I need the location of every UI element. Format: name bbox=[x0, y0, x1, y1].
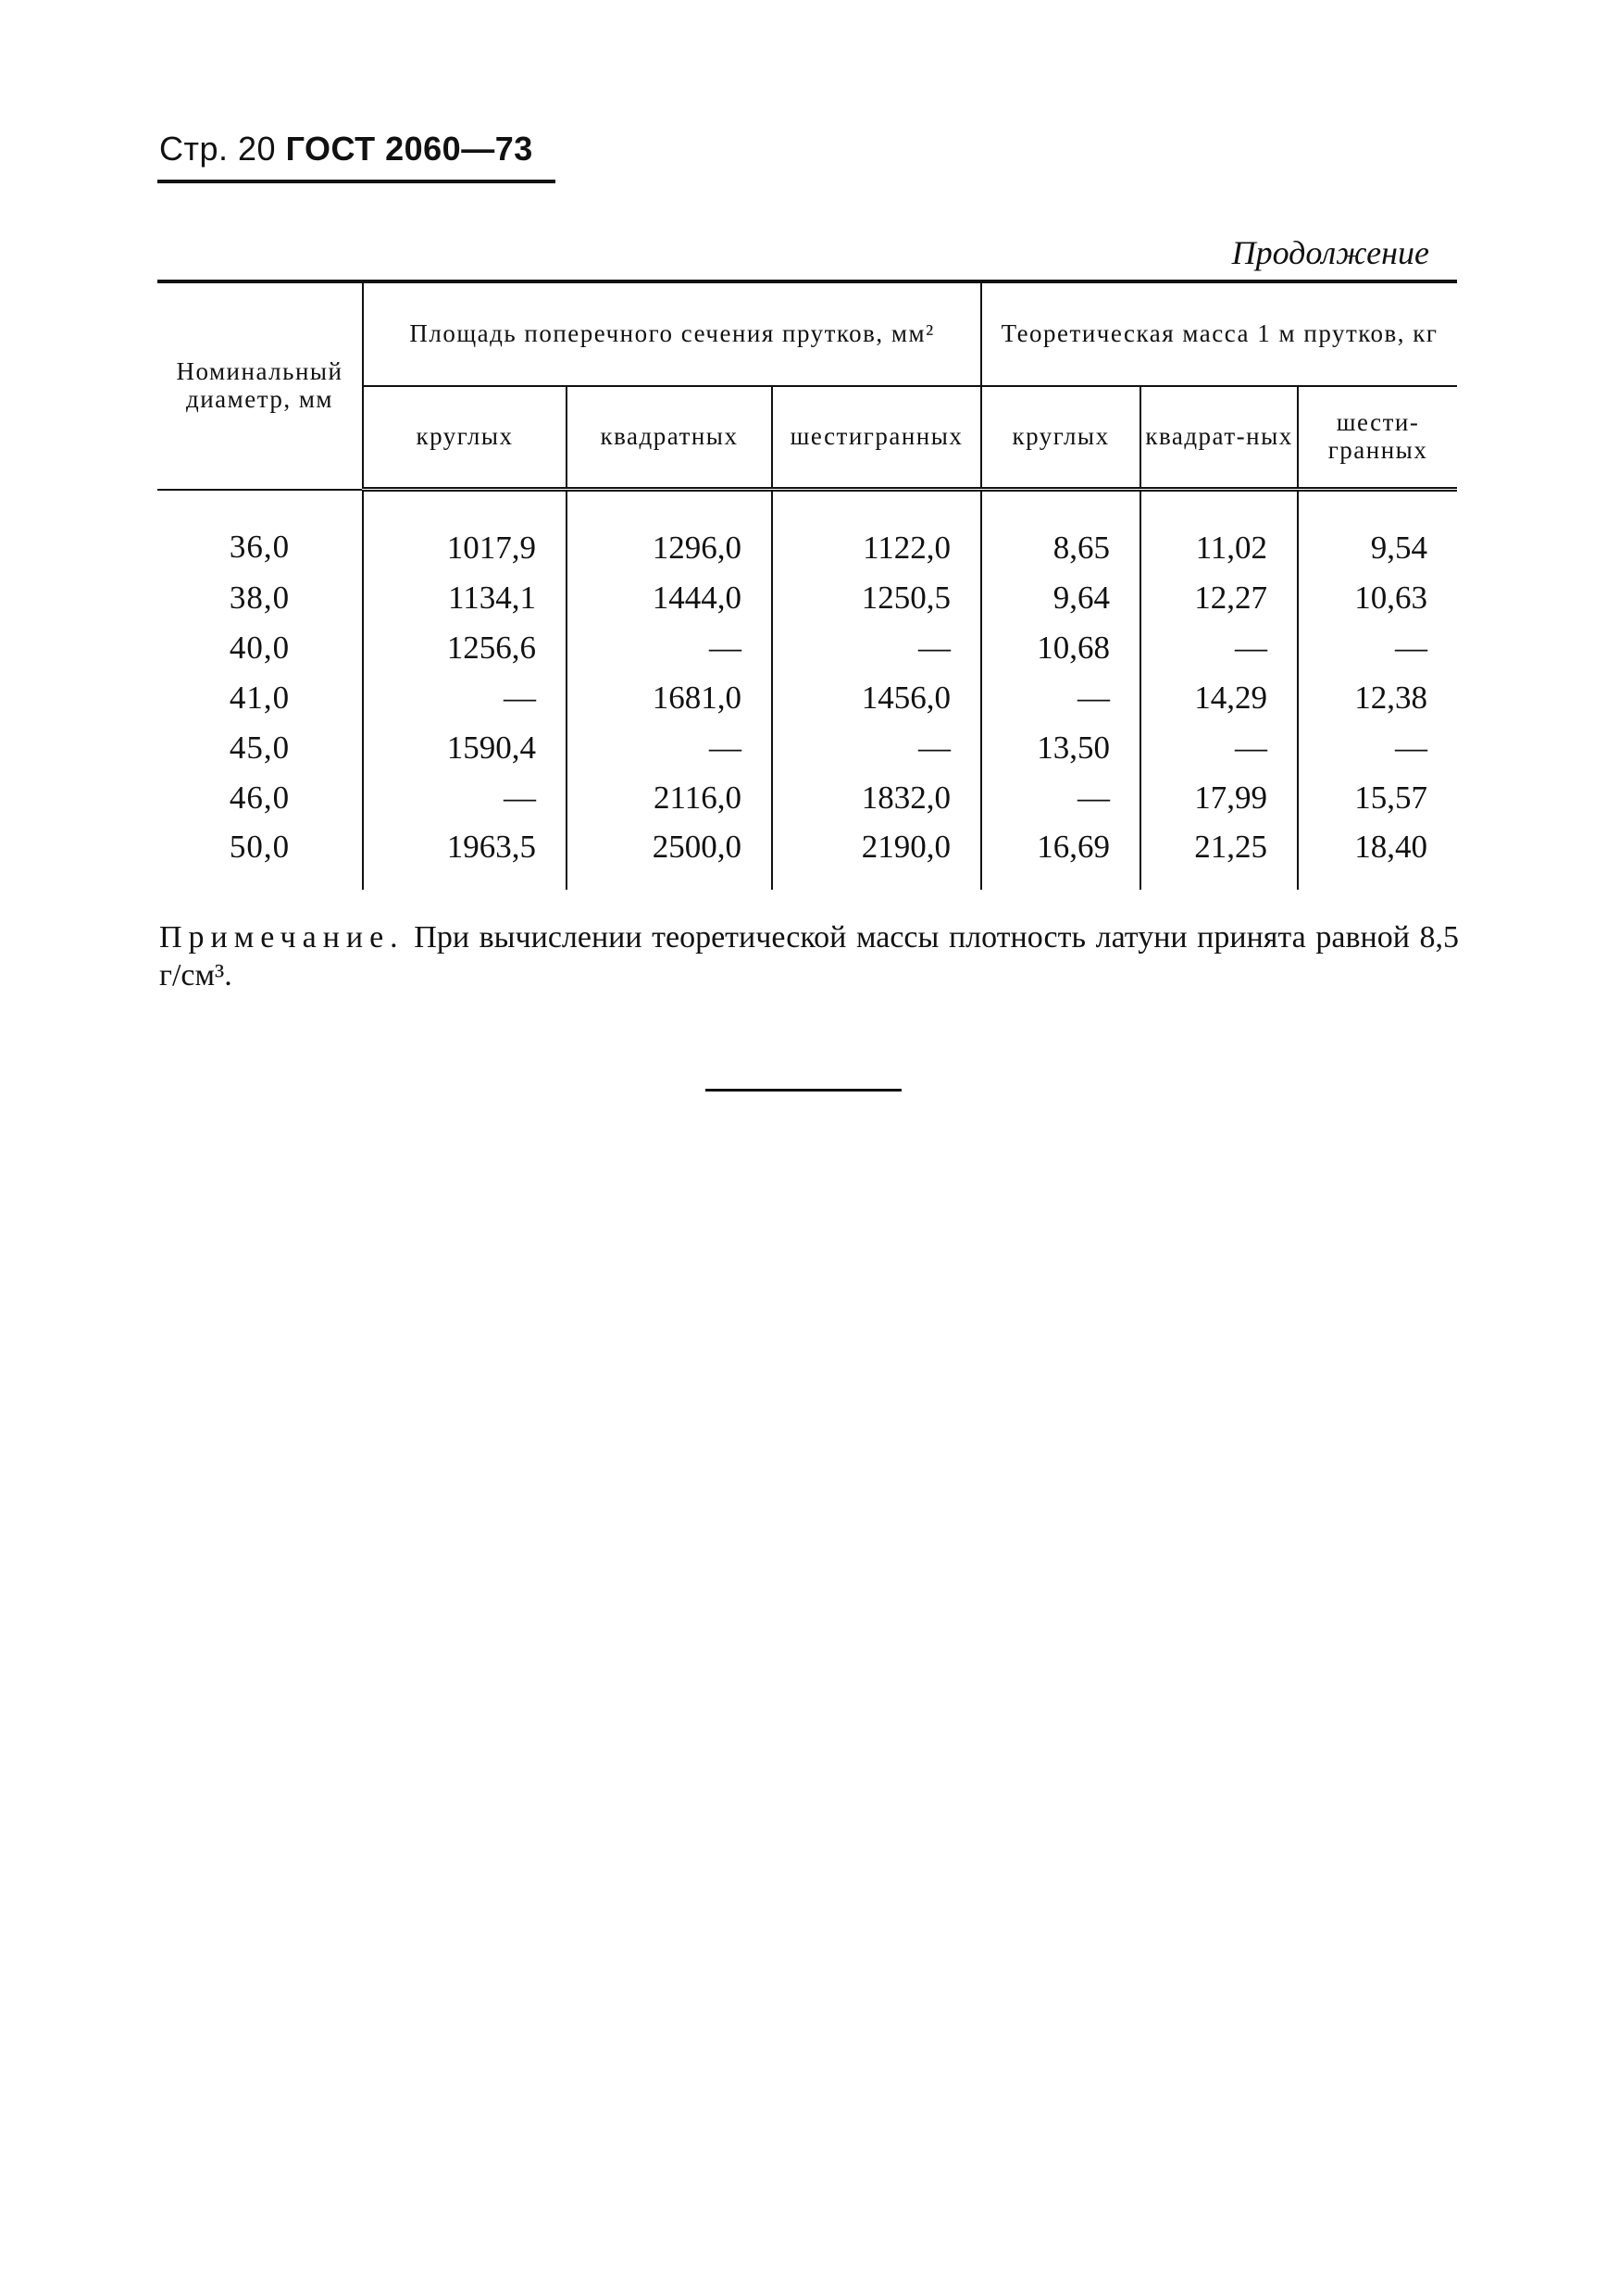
group-header-area: Площадь поперечного сечения прутков, мм² bbox=[363, 281, 981, 386]
table-row bbox=[157, 673, 1457, 723]
page-number: Стр. 20 bbox=[159, 130, 277, 168]
header-rule bbox=[157, 180, 555, 183]
cell-mass-hex: 18,40 bbox=[1298, 823, 1457, 890]
cell-area-hex: 1456,0 bbox=[772, 673, 981, 723]
cell-area-square: 2116,0 bbox=[567, 773, 772, 823]
cell-mass-hex: 10,63 bbox=[1298, 573, 1457, 623]
cell-mass-hex: 12,38 bbox=[1298, 673, 1457, 723]
table-note bbox=[159, 919, 1459, 995]
cell-mass-square: 14,29 bbox=[1140, 673, 1298, 723]
cell-diameter: 40,0 bbox=[229, 630, 291, 666]
cell-mass-round: 16,69 bbox=[981, 823, 1140, 890]
cell-mass-round: — bbox=[981, 773, 1140, 823]
cell-mass-round: 9,64 bbox=[981, 573, 1140, 623]
table-row bbox=[157, 773, 1457, 823]
cell-mass-square: 21,25 bbox=[1140, 823, 1298, 890]
cell-area-hex: — bbox=[772, 723, 981, 773]
table-row bbox=[157, 723, 1457, 773]
cell-diameter: 45,0 bbox=[229, 730, 291, 766]
cell-area-hex: 1122,0 bbox=[772, 490, 981, 574]
continuation-label: Продолжение bbox=[1231, 234, 1429, 271]
cell-area-round: — bbox=[363, 773, 567, 823]
cell-area-square: — bbox=[567, 723, 772, 773]
table-row bbox=[157, 823, 1457, 890]
cell-area-hex: — bbox=[772, 623, 981, 673]
subheader-mass-square: квадрат-ных bbox=[1140, 386, 1298, 490]
end-rule bbox=[705, 1089, 902, 1092]
cell-mass-square: 12,27 bbox=[1140, 573, 1298, 623]
cell-mass-square: — bbox=[1140, 623, 1298, 673]
cell-area-round: 1134,1 bbox=[363, 573, 567, 623]
cell-diameter: 50,0 bbox=[229, 829, 291, 865]
cell-mass-round: 13,50 bbox=[981, 723, 1140, 773]
cell-area-square: 1681,0 bbox=[567, 673, 772, 723]
cell-mass-square: 11,02 bbox=[1140, 490, 1298, 574]
cell-diameter: 36,0 bbox=[229, 529, 291, 566]
cell-area-round: 1017,9 bbox=[363, 490, 567, 574]
cell-diameter: 38,0 bbox=[229, 580, 291, 616]
cell-area-square: — bbox=[567, 623, 772, 673]
cell-diameter: 41,0 bbox=[229, 680, 291, 716]
cell-area-square: 1444,0 bbox=[567, 573, 772, 623]
subheader-area-square: квадратных bbox=[567, 386, 772, 490]
cell-mass-square: 17,99 bbox=[1140, 773, 1298, 823]
cell-area-hex: 1250,5 bbox=[772, 573, 981, 623]
col-header-diameter: Номинальный диаметр, мм bbox=[157, 281, 363, 490]
note-label: Примечание. bbox=[159, 920, 405, 955]
cell-mass-round: 8,65 bbox=[981, 490, 1140, 574]
cell-area-hex: 2190,0 bbox=[772, 823, 981, 890]
subheader-area-round: круглых bbox=[363, 386, 567, 490]
table-row bbox=[157, 623, 1457, 673]
cell-mass-hex: 9,54 bbox=[1298, 490, 1457, 574]
cell-mass-square: — bbox=[1140, 723, 1298, 773]
cell-mass-round: 10,68 bbox=[981, 623, 1140, 673]
cell-mass-hex: — bbox=[1298, 723, 1457, 773]
standard-number: ГОСТ 2060—73 bbox=[285, 130, 533, 168]
dimensions-table bbox=[157, 280, 1457, 890]
cell-area-round: — bbox=[363, 673, 567, 723]
table-row bbox=[157, 490, 1457, 574]
cell-area-round: 1256,6 bbox=[363, 623, 567, 673]
cell-mass-hex: — bbox=[1298, 623, 1457, 673]
subheader-area-hex: шестигранных bbox=[772, 386, 981, 490]
cell-area-hex: 1832,0 bbox=[772, 773, 981, 823]
cell-area-square: 1296,0 bbox=[567, 490, 772, 574]
cell-diameter: 46,0 bbox=[229, 780, 291, 816]
cell-area-square: 2500,0 bbox=[567, 823, 772, 890]
cell-area-round: 1590,4 bbox=[363, 723, 567, 773]
table-row bbox=[157, 573, 1457, 623]
note-text: При вычислении теоретической массы плотность латуни принята равной 8,5 г/см³. bbox=[159, 920, 1459, 992]
cell-mass-hex: 15,57 bbox=[1298, 773, 1457, 823]
subheader-mass-hex: шести-гранных bbox=[1298, 386, 1457, 490]
group-header-mass: Теоретическая масса 1 м прутков, кг bbox=[981, 281, 1457, 386]
cell-area-round: 1963,5 bbox=[363, 823, 567, 890]
page-header bbox=[159, 130, 533, 168]
cell-mass-round: — bbox=[981, 673, 1140, 723]
subheader-mass-round: круглых bbox=[981, 386, 1140, 490]
